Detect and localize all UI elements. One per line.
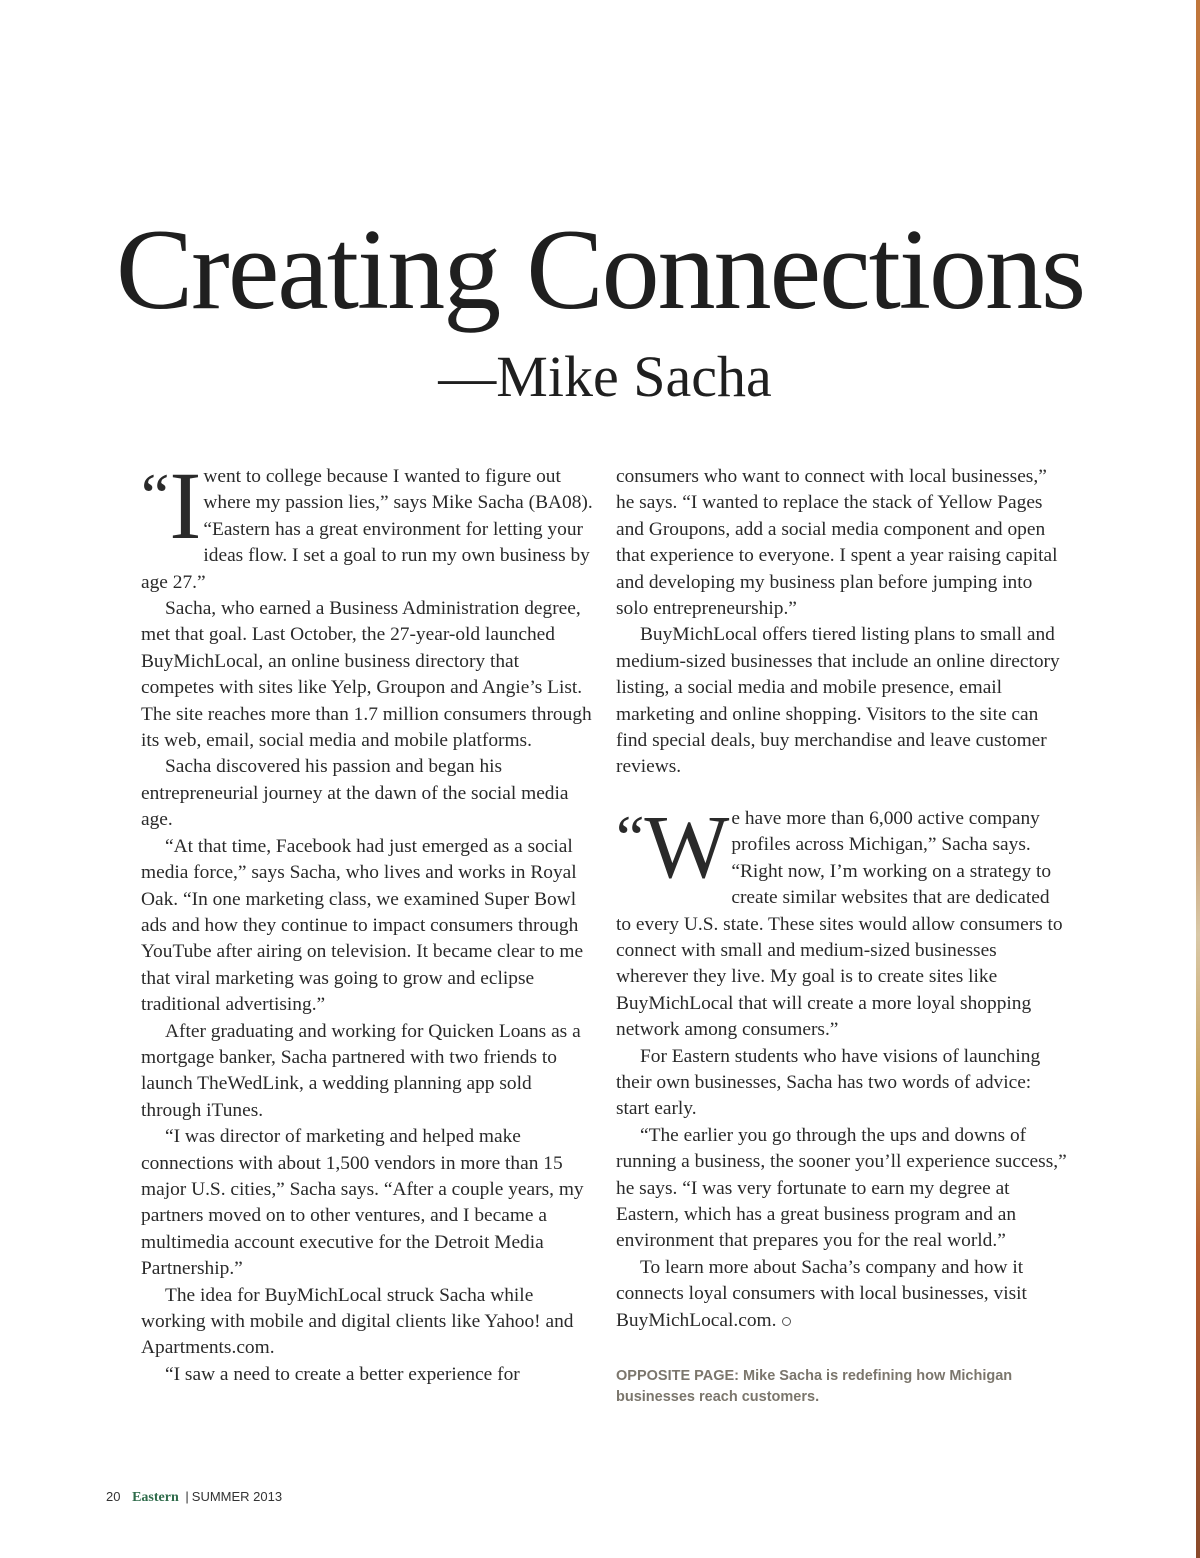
open-quote-mark: “ [616,801,645,873]
photo-caption [616,1366,1036,1408]
issue-label: SUMMER 2013 [191,1489,283,1504]
paragraph-closing [616,1255,1068,1334]
column-right [616,464,1068,1334]
paragraph: consumers who want to connect with local businesses,” he says. “I wanted to replace the stack of Yellow Pages and Groupons, add a social media component and open that experience to everyone. I spent a year raising capital and developing my business plan before jumping into solo entrepreneurship.” [616,466,1058,620]
paragraph-pullquote [616,797,1068,1044]
drop-cap [141,452,202,559]
footer-separator: | [185,1489,189,1504]
open-quote-mark: “ [141,460,170,531]
publication-name: Eastern [132,1490,179,1505]
paragraph-text: e have more than 6,000 active company profiles across Michigan,” Sacha says. “Right now, I’m working on a strategy to create similar websites that are dedicated to every U.S. state. These sites would allow consumers to connect with small and medium-sized businesses wherever they live. My goal is to create sites like BuyMichLocal that will create a more loyal shopping network among consumers.” [616,807,1063,1041]
paragraph-intro [141,452,593,596]
paragraph: BuyMichLocal offers tiered listing plans to small and medium-sized businesses that include an online directory listing, a social media and mobile presence, email marketing and online shopping. Visitors to the site can find special deals, buy merchandise and leave customer reviews. [616,624,1060,778]
column-left [141,452,593,1388]
drop-cap [616,797,730,897]
end-of-article-icon [782,1317,791,1326]
article-title: Creating Connections [115,206,1085,334]
page-number: 20 [106,1489,121,1504]
paragraph: Sacha discovered his passion and began his entrepreneurial journey at the dawn of the social media age. [141,756,569,831]
caption-label: OPPOSITE PAGE: [616,1368,740,1384]
paragraph: For Eastern students who have visions of launching their own businesses, Sacha has two words of advice: start early. [616,1045,1041,1120]
paragraph: “The earlier you go through the ups and downs of running a business, the sooner you’ll experience success,” he says. “I was very fortunate to earn my degree at Eastern, which has a great business program and an environment that prepares you for the real world.” [616,1124,1067,1252]
caption-text: Mike Sacha is redefining how Michigan businesses reach customers. [616,1368,1013,1405]
drop-cap-letter: I [169,452,202,559]
paragraph: “At that time, Facebook had just emerged as a social media force,” says Sacha, who lives and works in Royal Oak. “In one marketing class, we examined Super Bowl ads and how they continue to impact consumers through YouTube after airing on television. It became clear to me that viral marketing was going to grow and eclipse traditional advertising.” [141,835,584,1016]
paragraph-text: To learn more about Sacha’s company and how it connects loyal consumers with local businesses, visit BuyMichLocal.com. [616,1256,1027,1331]
paragraph: The idea for BuyMichLocal struck Sacha while working with mobile and digital clients like Yahoo! and Apartments.com. [141,1284,574,1359]
paragraph-text: went to college because I wanted to figure out where my passion lies,” says Mike Sacha (BA08). “Eastern has a great environment for letting your ideas flow. I set a goal to run my own business by age 27.” [141,466,593,593]
article-byline: —Mike Sacha [438,344,772,409]
drop-cap-letter: W [644,797,730,897]
page-footer [106,1489,282,1506]
paragraph: “I was director of marketing and helped make connections with about 1,500 vendors in more than 15 major U.S. cities,” Sacha says. “After a couple years, my partners moved on to other ventures, and I became a multimedia account executive for the Detroit Media Partnership.” [141,1126,584,1280]
paragraph: After graduating and working for Quicken Loans as a mortgage banker, Sacha partnered with two friends to launch TheWedLink, a wedding planning app sold through iTunes. [141,1020,581,1121]
paragraph: “I saw a need to create a better experience for [165,1363,520,1385]
paragraph: Sacha, who earned a Business Administration degree, met that goal. Last October, the 27-year-old launched BuyMichLocal, an online business directory that competes with sites like Yelp, Groupon and Angie’s List. The site reaches more than 1.7 million consumers through its web, email, social media and mobile platforms. [141,598,592,752]
